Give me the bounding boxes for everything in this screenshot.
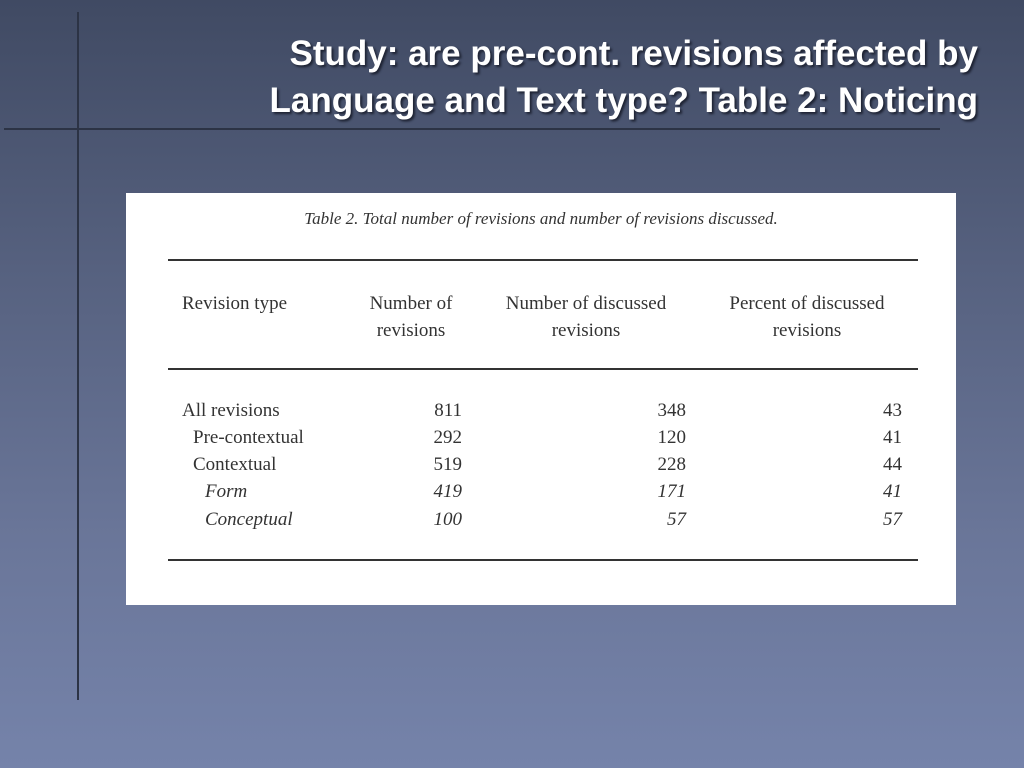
header-percent-discussed-line-2: revisions xyxy=(772,320,842,341)
row-discussed: 171 xyxy=(657,481,686,502)
row-percent: 57 xyxy=(883,509,902,530)
row-discussed: 120 xyxy=(657,427,686,448)
header-number-of-discussed-line-1: Number of discussed xyxy=(505,293,667,314)
row-revisions: 100 xyxy=(433,509,462,530)
table-bottom-rule xyxy=(168,559,918,561)
header-number-of-discussed-line-2: revisions xyxy=(551,320,621,341)
vertical-divider-line xyxy=(77,12,79,700)
table-row xyxy=(126,506,956,533)
slide-title xyxy=(98,30,978,124)
table-row xyxy=(126,451,956,478)
header-number-of-discussed xyxy=(481,290,691,344)
header-number-of-revisions-line-2: revisions xyxy=(376,320,446,341)
row-label: All revisions xyxy=(182,400,280,421)
row-revisions: 811 xyxy=(434,400,462,421)
table-image-panel xyxy=(126,193,956,605)
header-number-of-revisions-line-1: Number of xyxy=(369,293,453,314)
table-header-rule xyxy=(168,368,918,370)
row-revisions: 519 xyxy=(433,454,462,475)
row-label: Pre-contextual xyxy=(193,427,304,448)
table-top-rule xyxy=(168,259,918,261)
row-label: Contextual xyxy=(193,454,277,475)
header-revision-type xyxy=(182,290,287,317)
table-row xyxy=(126,397,956,424)
table-row xyxy=(126,478,956,505)
row-revisions: 419 xyxy=(433,481,462,502)
row-discussed: 228 xyxy=(657,454,686,475)
row-percent: 44 xyxy=(883,454,902,475)
table-caption: Table 2. Total number of revisions and number of revisions discussed. xyxy=(304,209,778,228)
row-label: Form xyxy=(205,481,248,502)
header-percent-discussed-line-1: Percent of discussed xyxy=(729,293,885,314)
row-percent: 41 xyxy=(883,427,902,448)
row-discussed: 57 xyxy=(667,509,686,530)
row-percent: 41 xyxy=(883,481,902,502)
header-number-of-revisions xyxy=(346,290,476,344)
row-label: Conceptual xyxy=(205,509,293,530)
header-percent-discussed xyxy=(704,290,910,344)
horizontal-divider-line xyxy=(4,128,940,130)
row-discussed: 348 xyxy=(657,400,686,421)
row-percent: 43 xyxy=(883,400,902,421)
header-revision-type-line-1: Revision type xyxy=(182,293,288,314)
table-row xyxy=(126,424,956,451)
slide-title-line-1: Study: are pre-cont. revisions affected by xyxy=(289,34,978,73)
row-revisions: 292 xyxy=(433,427,462,448)
slide-title-line-2: Language and Text type? Table 2: Noticing xyxy=(269,81,978,120)
